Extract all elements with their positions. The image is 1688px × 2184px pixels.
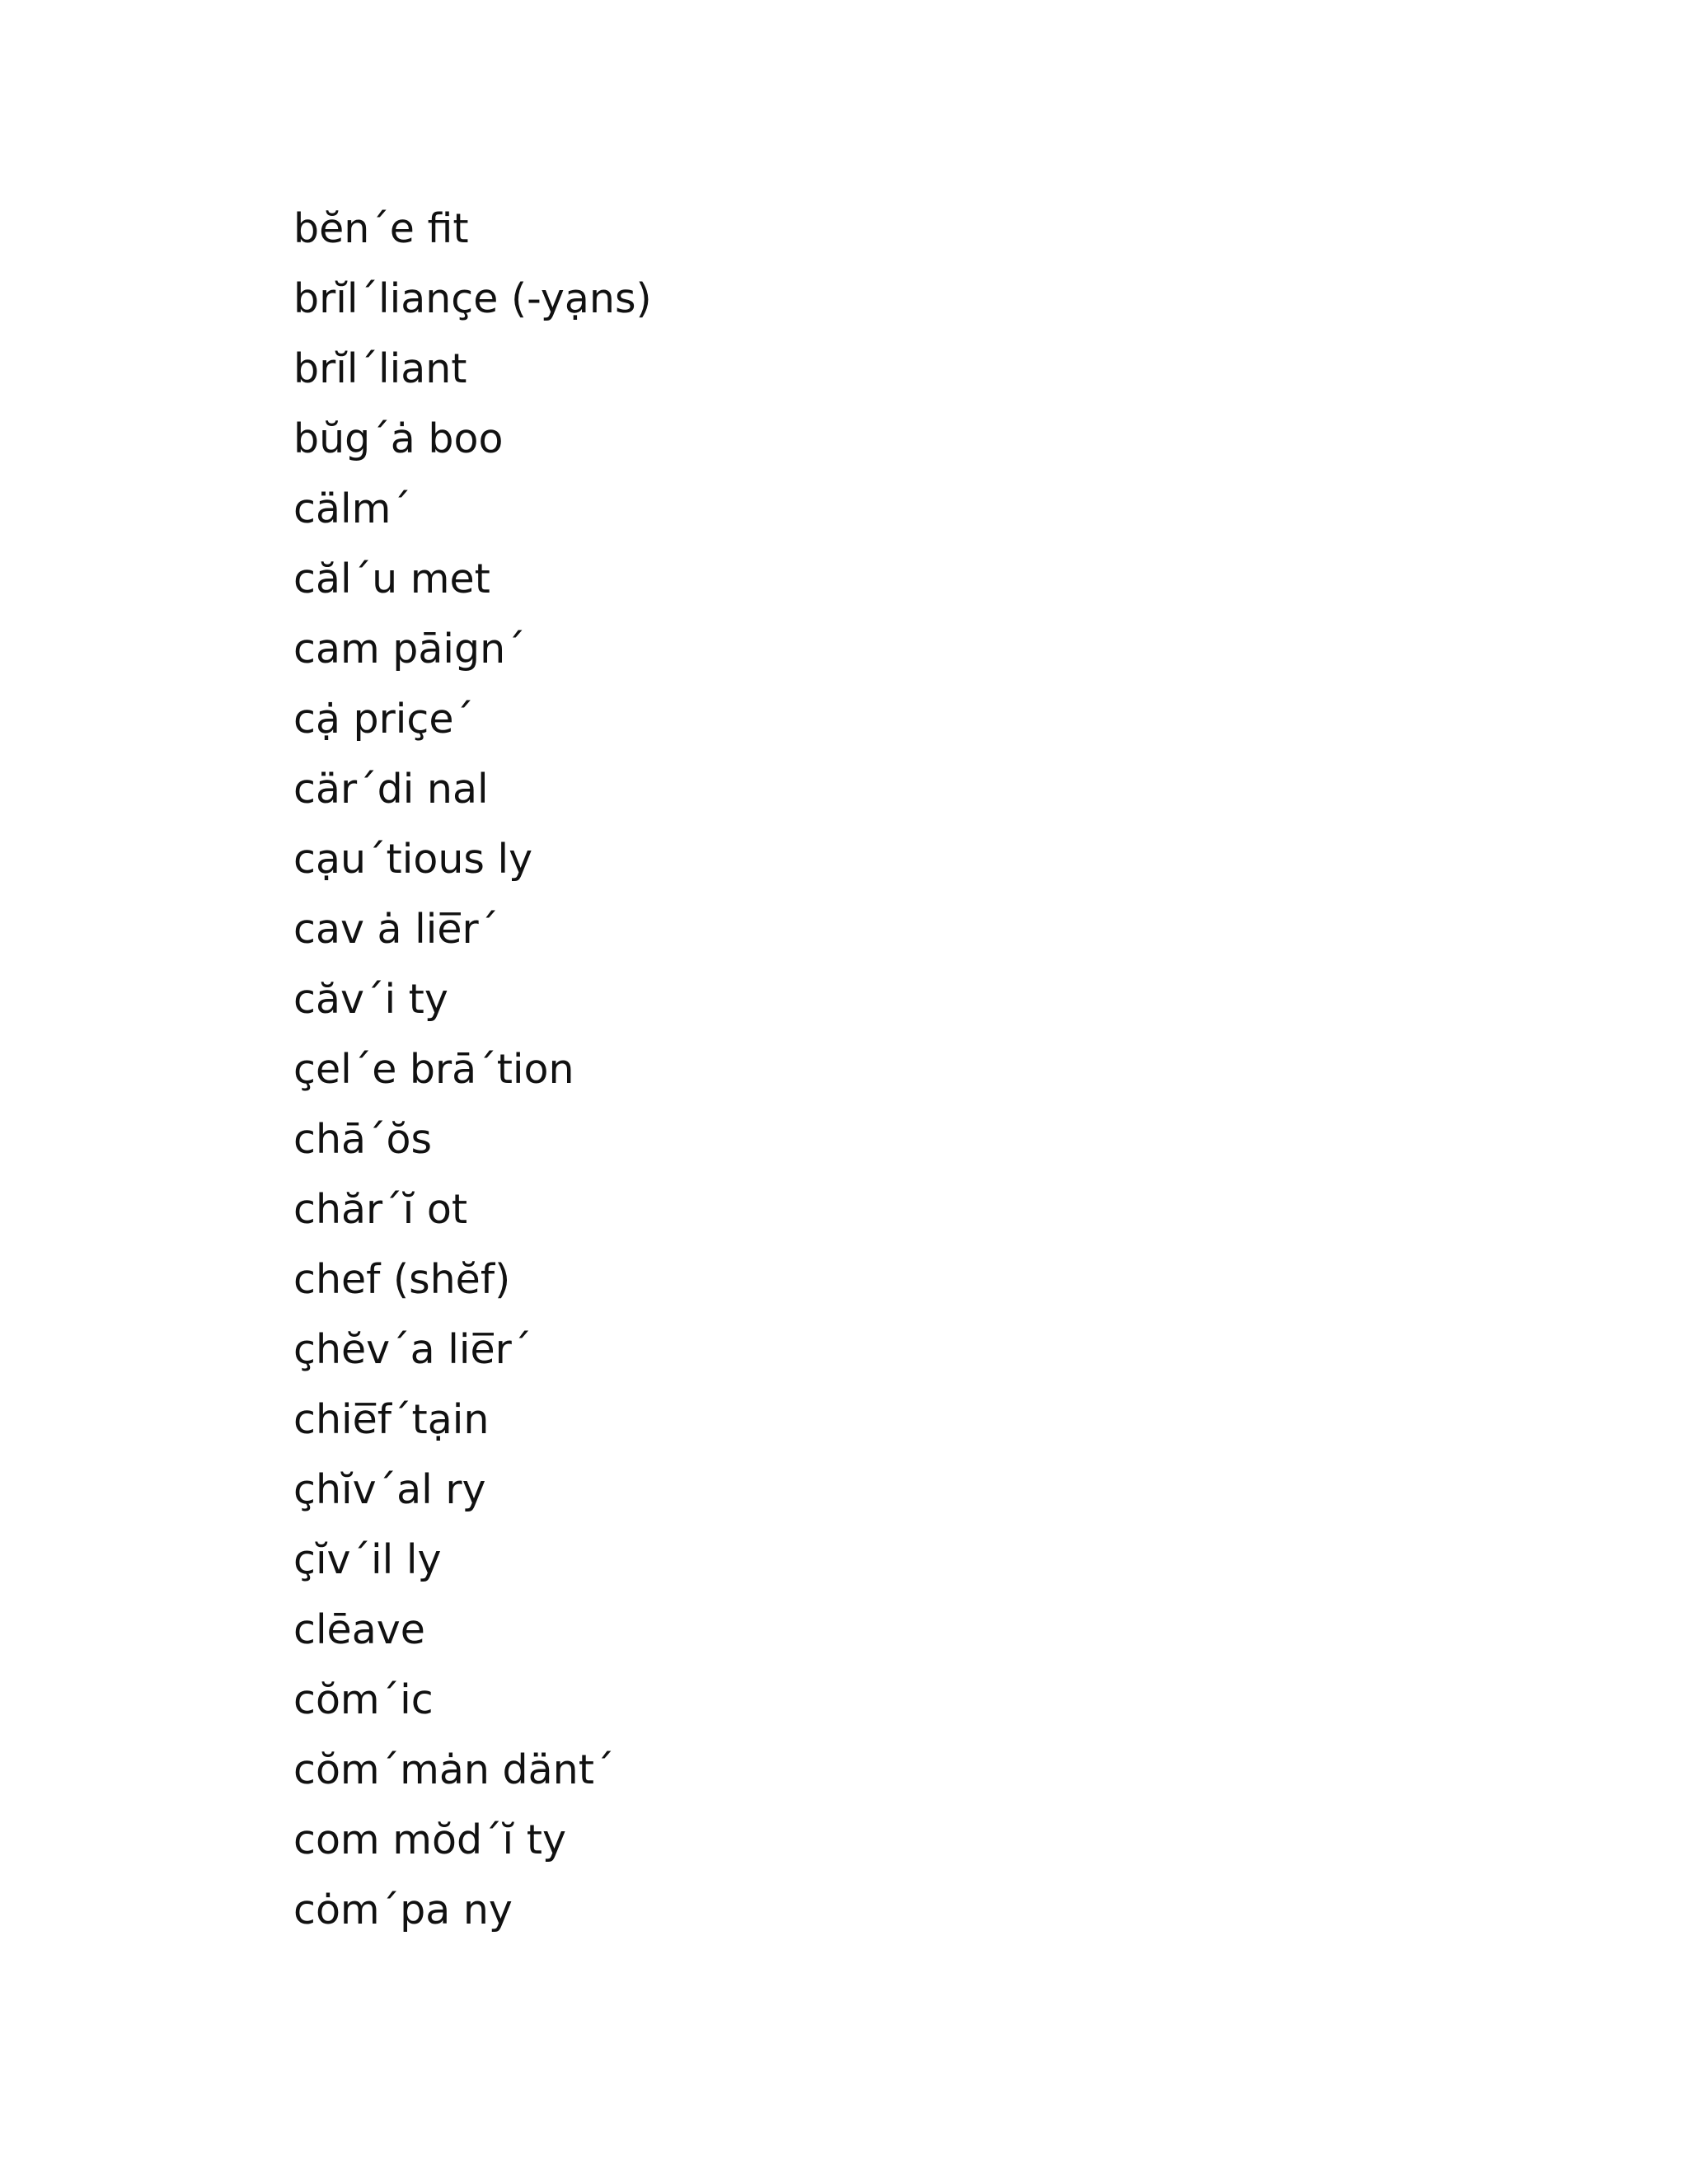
- pronunciation-word-list: [293, 194, 652, 1945]
- word-entry: chā´ŏs: [293, 1116, 433, 1163]
- word-entry: căv´i ty: [293, 976, 448, 1023]
- word-entry: chăr´ĭ ot: [293, 1186, 468, 1233]
- word-entry: cav ȧ lie̅r´: [293, 906, 499, 953]
- word-entry: çhĕv´a lie̅r´: [293, 1326, 532, 1373]
- word-entry: cạ̇ priçe´: [293, 696, 474, 743]
- word-entry: cạu´tious ly: [293, 836, 533, 883]
- word-entry: com mŏd´ĭ ty: [293, 1816, 566, 1863]
- word-entry: chie̅f´tạin: [293, 1396, 490, 1443]
- word-entry: clēave: [293, 1606, 425, 1653]
- word-entry: cŏm´mȧn dänt´: [293, 1746, 615, 1793]
- word-entry: chef (shĕf): [293, 1256, 511, 1303]
- word-entry: bŭg´ȧ boo: [293, 415, 504, 462]
- word-entry: cälm´: [293, 485, 411, 532]
- word-entry: cŏm´ic: [293, 1676, 434, 1723]
- word-entry: căl´u met: [293, 555, 490, 602]
- word-entry: brĭl´liant: [293, 345, 467, 392]
- word-entry: cär´di nal: [293, 766, 489, 813]
- word-entry: çĭv´il ly: [293, 1536, 442, 1583]
- word-entry: çhĭv´al ry: [293, 1466, 486, 1513]
- word-entry: bĕn´e fit: [293, 205, 469, 252]
- word-entry: cam pāign´: [293, 626, 526, 673]
- word-entry: cȯm´pa ny: [293, 1886, 513, 1933]
- word-entry: çel´e brā´tion: [293, 1046, 574, 1093]
- word-entry: brĭl´liançe (-yạns): [293, 275, 652, 322]
